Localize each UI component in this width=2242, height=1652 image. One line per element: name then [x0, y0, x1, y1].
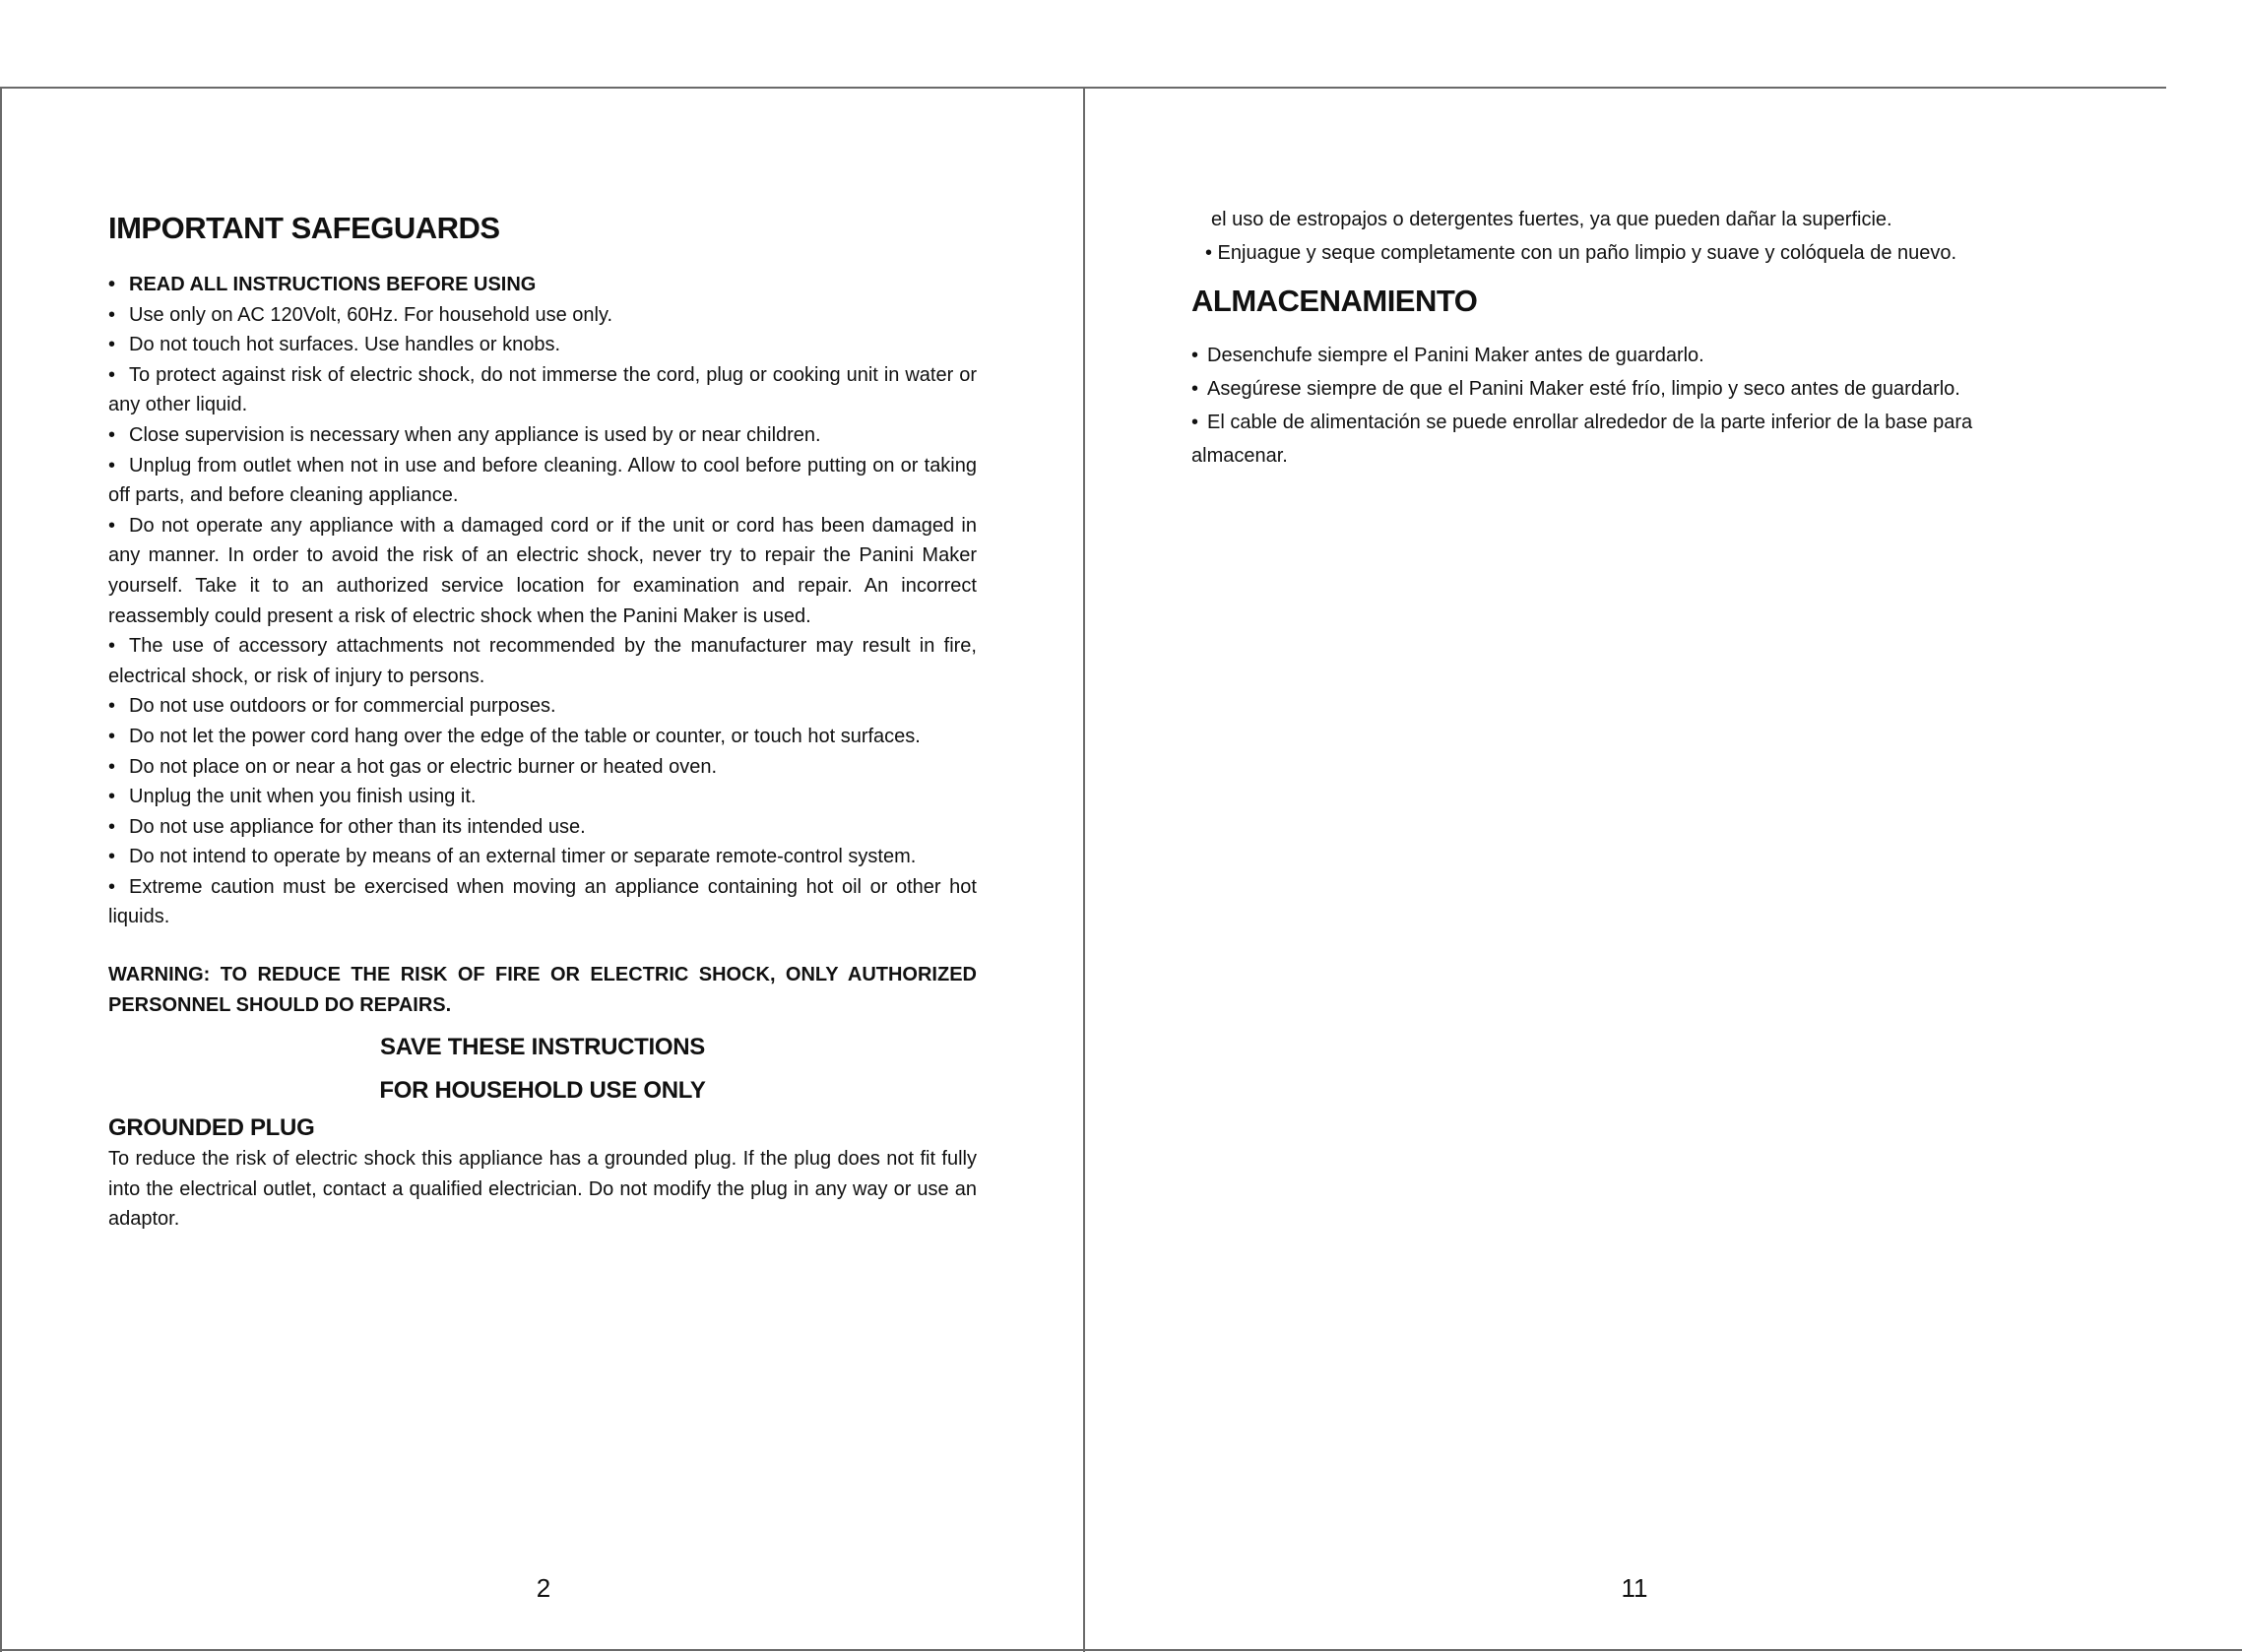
bullet-icon: •: [108, 274, 116, 295]
storage-title: ALMACENAMIENTO: [1191, 284, 1478, 318]
safeguard-item-text: Do not intend to operate by means of an external timer or separate remote-control system.: [129, 846, 917, 868]
safeguard-item: [108, 511, 977, 631]
safeguard-item: [108, 631, 977, 691]
safeguard-item: [108, 812, 977, 843]
safeguards-title: IMPORTANT SAFEGUARDS: [108, 211, 500, 245]
safeguard-item: [108, 722, 977, 752]
safeguard-item: [108, 872, 977, 932]
sheet-left-border: [0, 87, 2, 1652]
storage-item: [1191, 406, 2058, 473]
save-instructions-heading: SAVE THESE INSTRUCTIONS: [379, 1034, 706, 1061]
bullet-icon: •: [108, 846, 116, 868]
bullet-icon: •: [1191, 345, 1199, 366]
safeguard-item: [108, 752, 977, 783]
safeguard-item-text: To protect against risk of electric shock, do not immerse the cord, plug or cooking unit in water or any other liquid.: [108, 363, 977, 416]
safeguard-item: [108, 360, 977, 420]
right-page-number: 11: [1621, 1573, 1648, 1603]
bullet-icon: •: [1191, 412, 1199, 433]
bullet-icon: •: [108, 303, 116, 326]
bullet-icon: •: [108, 786, 116, 808]
safeguards-list: [108, 270, 977, 932]
safeguard-item-text: Do not let the power cord hang over the edge of the table or counter, or touch hot surfaces.: [129, 725, 921, 747]
safeguard-item: [108, 420, 977, 451]
grounded-plug-text: To reduce the risk of electric shock this appliance has a grounded plug. If the plug does not fit fully into the electrical outlet, contact a qualified electrician. Do not modify the plug in any way or use an adaptor.: [108, 1148, 977, 1231]
safeguard-item-text: Unplug the unit when you finish using it.: [129, 786, 477, 808]
storage-item: [1191, 339, 2058, 372]
storage-item-text: Asegúrese siempre de que el Panini Maker esté frío, limpio y seco antes de guardarlo.: [1207, 378, 1960, 400]
safeguard-item-text: The use of accessory attachments not recommended by the manufacturer may result in fire, electrical shock, or risk of injury to persons.: [108, 635, 977, 687]
household-use-heading: FOR HOUSEHOLD USE ONLY: [379, 1077, 706, 1105]
bullet-icon: •: [108, 635, 116, 658]
bullet-icon: •: [108, 755, 116, 778]
bullet-icon: •: [108, 363, 116, 386]
sheet-bottom-border: [0, 1649, 2242, 1651]
right-page: [1191, 203, 2058, 473]
grounded-plug-title: GROUNDED PLUG: [108, 1114, 315, 1142]
storage-item-text: Desenchufe siempre el Panini Maker antes de guardarlo.: [1207, 345, 1704, 366]
rinse-line: • Enjuague y seque completamente con un paño limpio y suave y colóquela de nuevo.: [1205, 242, 1957, 264]
bullet-icon: •: [108, 334, 116, 356]
safeguard-item-text: Do not use appliance for other than its intended use.: [129, 815, 586, 838]
safeguard-item-text: Do not use outdoors or for commercial purposes.: [129, 695, 556, 718]
bullet-icon: •: [108, 514, 116, 537]
safeguard-item: [108, 842, 977, 872]
storage-item-text: El cable de alimentación se puede enrollar alrededor de la parte inferior de la base para almacenar.: [1191, 412, 1973, 467]
safeguard-item: [108, 300, 977, 331]
safeguard-item: [108, 270, 977, 300]
safeguard-item-text: Do not place on or near a hot gas or electric burner or heated oven.: [129, 755, 718, 778]
safeguard-item: [108, 782, 977, 812]
safeguard-item-text: Close supervision is necessary when any appliance is used by or near children.: [129, 423, 821, 446]
bullet-icon: •: [108, 815, 116, 838]
cleaning-continued: [1191, 203, 2058, 270]
page-divider: [1083, 87, 1085, 1652]
bullet-icon: •: [108, 423, 116, 446]
safeguard-item-text: Do not touch hot surfaces. Use handles or knobs.: [129, 334, 561, 356]
bullet-icon: •: [1191, 378, 1199, 400]
bullet-icon: •: [108, 454, 116, 477]
safeguard-item: [108, 451, 977, 511]
safeguard-item-text: Unplug from outlet when not in use and before cleaning. Allow to cool before putting on or taking off parts, and before cleaning appliance.: [108, 454, 977, 507]
bullet-icon: •: [108, 725, 116, 747]
safeguard-item: [108, 330, 977, 360]
safeguard-item: [108, 691, 977, 722]
storage-item: [1191, 372, 2058, 406]
warning-text: WARNING: TO REDUCE THE RISK OF FIRE OR ELECTRIC SHOCK, ONLY AUTHORIZED PERSONNEL SHOULD DO REPAIRS.: [108, 964, 977, 1016]
left-page: [108, 209, 977, 1235]
continued-line: el uso de estropajos o detergentes fuertes, ya que pueden dañar la superficie.: [1211, 209, 1892, 230]
safeguard-item-text: Use only on AC 120Volt, 60Hz. For household use only.: [129, 303, 613, 326]
bullet-icon: •: [108, 695, 116, 718]
bullet-icon: •: [108, 875, 116, 898]
safeguard-item-text: Do not operate any appliance with a damaged cord or if the unit or cord has been damaged in any manner. In order to avoid the risk of an electric shock, never try to repair the Panini Maker yourself. Take it to an authorized service location for examination and repair. An incorrect reassembly could present a risk of electric shock when the Panini Maker is used.: [108, 514, 977, 627]
left-page-number: 2: [536, 1573, 551, 1603]
storage-list: [1191, 339, 2058, 473]
safeguard-item-text: READ ALL INSTRUCTIONS BEFORE USING: [129, 274, 537, 295]
safeguard-item-text: Extreme caution must be exercised when moving an appliance containing hot oil or other hot liquids.: [108, 875, 977, 928]
